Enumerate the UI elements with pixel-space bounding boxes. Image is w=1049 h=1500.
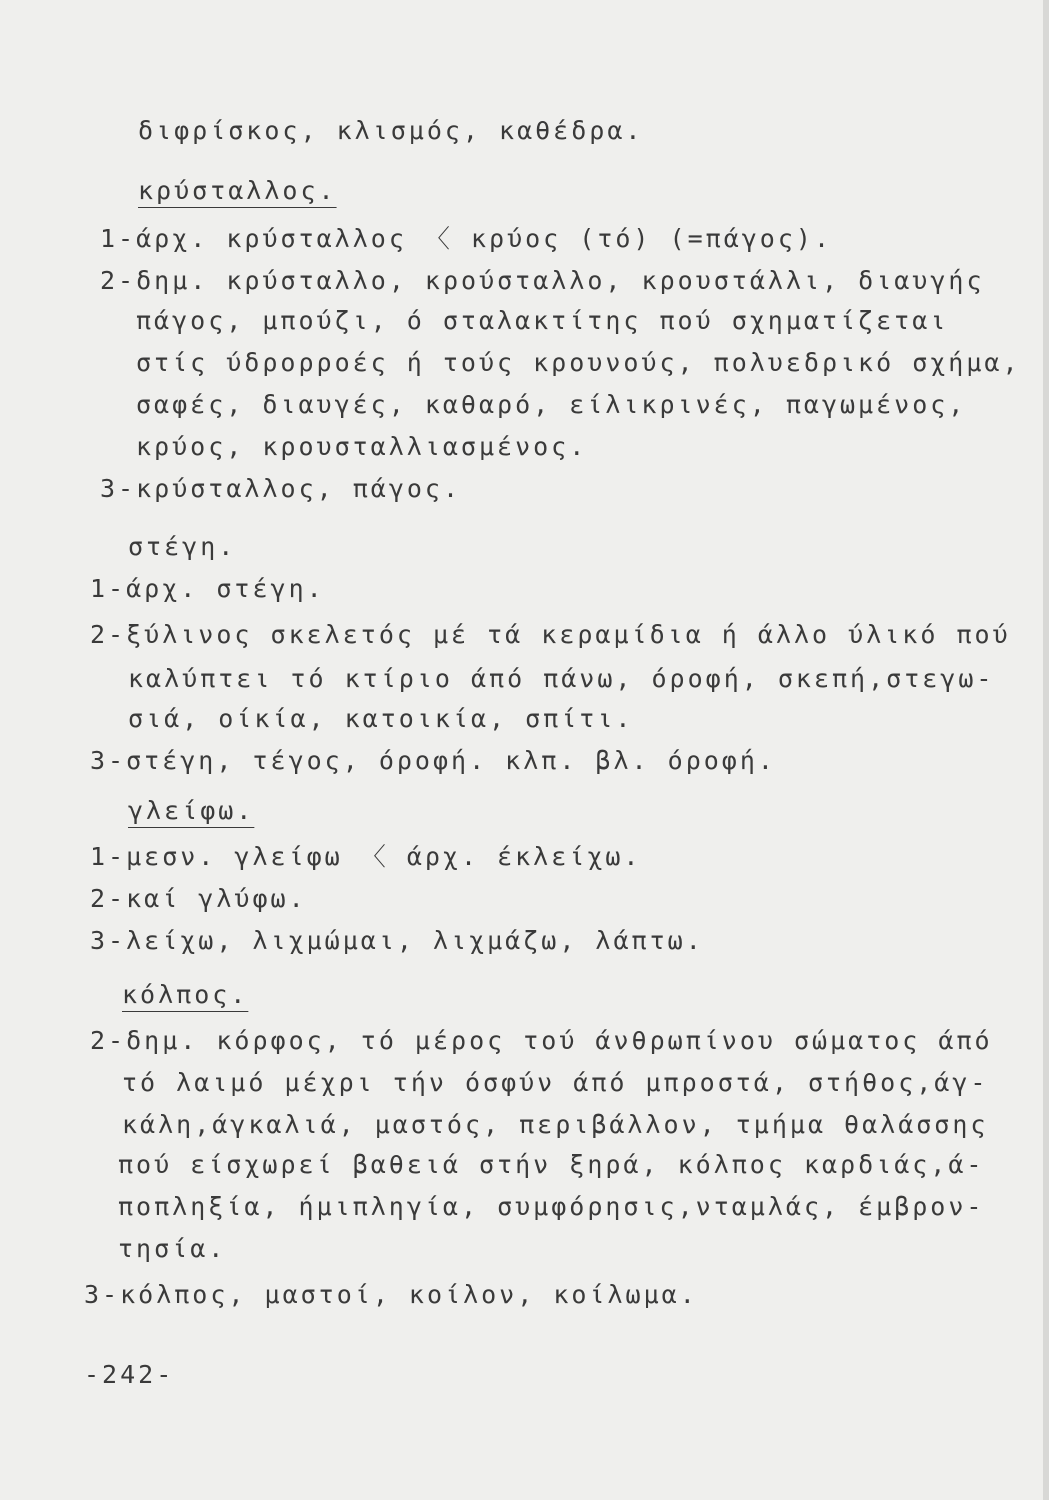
intro-line: διφρίσκος, κλισμός, καθέδρα.: [138, 116, 644, 145]
entry-heading: γλείφω.: [128, 796, 255, 825]
entry-heading: κόλπος.: [122, 980, 249, 1009]
entry-line: 3-κόλπος, μαστοί, κοίλον, κοίλωμα.: [84, 1280, 698, 1309]
entry-line: πάγος, μπούζι, ό σταλακτίτης πού σχηματίζεται: [136, 306, 949, 335]
entry-line: στίς ύδρορροές ή τούς κρουνούς, πολυεδρικό σχήμα,: [136, 348, 1021, 377]
entry-line: κάλη,άγκαλιά, μαστός, περιβάλλον, τμήμα θαλάσσης: [122, 1110, 989, 1139]
entry-line: 3-λείχω, λιχμώμαι, λιχμάζω, λάπτω.: [90, 926, 704, 955]
page-number: -242-: [84, 1360, 175, 1389]
page-edge-shadow: [1043, 0, 1049, 1500]
entry-line: 3-στέγη, τέγος, όροφή. κλπ. βλ. όροφή.: [90, 746, 776, 775]
entry-line: κρύος, κρουσταλλιασμένος.: [136, 432, 588, 461]
entry-line: 1-άρχ. στέγη.: [90, 574, 325, 603]
entry-line: 2-καί γλύφω.: [90, 884, 307, 913]
entry-line: τησία.: [118, 1234, 227, 1263]
entry-line: καλύπτει τό κτίριο άπό πάνω, όροφή, σκεπή,στεγω-: [128, 664, 995, 693]
entry-line: 2-ξύλινος σκελετός μέ τά κεραμίδια ή άλλο ύλικό πού: [90, 620, 1011, 649]
entry-line: τό λαιμό μέχρι τήν όσφύν άπό μπροστά, στήθος,άγ-: [122, 1068, 989, 1097]
entry-line: σιά, οίκία, κατοικία, σπίτι.: [128, 704, 634, 733]
entry-line: ποπληξία, ήμιπληγία, συμφόρησις,νταμλάς, έμβρον-: [118, 1192, 985, 1221]
entry-line: 3-κρύσταλλος, πάγος.: [100, 474, 462, 503]
entry-heading: κρύσταλλος.: [138, 176, 337, 205]
entry-line: σαφές, διαυγές, καθαρό, είλικρινές, παγωμένος,: [136, 390, 967, 419]
entry-line: πού είσχωρεί βαθειά στήν ξηρά, κόλπος καρδιάς,ά-: [118, 1150, 985, 1179]
entry-line: 1-άρχ. κρύσταλλος 〈 κρύος (τό) (=πάγος).: [100, 224, 832, 253]
entry-line: 2-δημ. κρύσταλλο, κρούσταλλο, κρουστάλλι, διαυγής: [100, 266, 985, 295]
entry-line: 2-δημ. κόρφος, τό μέρος τού άνθρωπίνου σώματος άπό: [90, 1026, 993, 1055]
entry-heading: στέγη.: [128, 532, 237, 561]
entry-line: 1-μεσν. γλείφω 〈 άρχ. έκλείχω.: [90, 842, 642, 871]
